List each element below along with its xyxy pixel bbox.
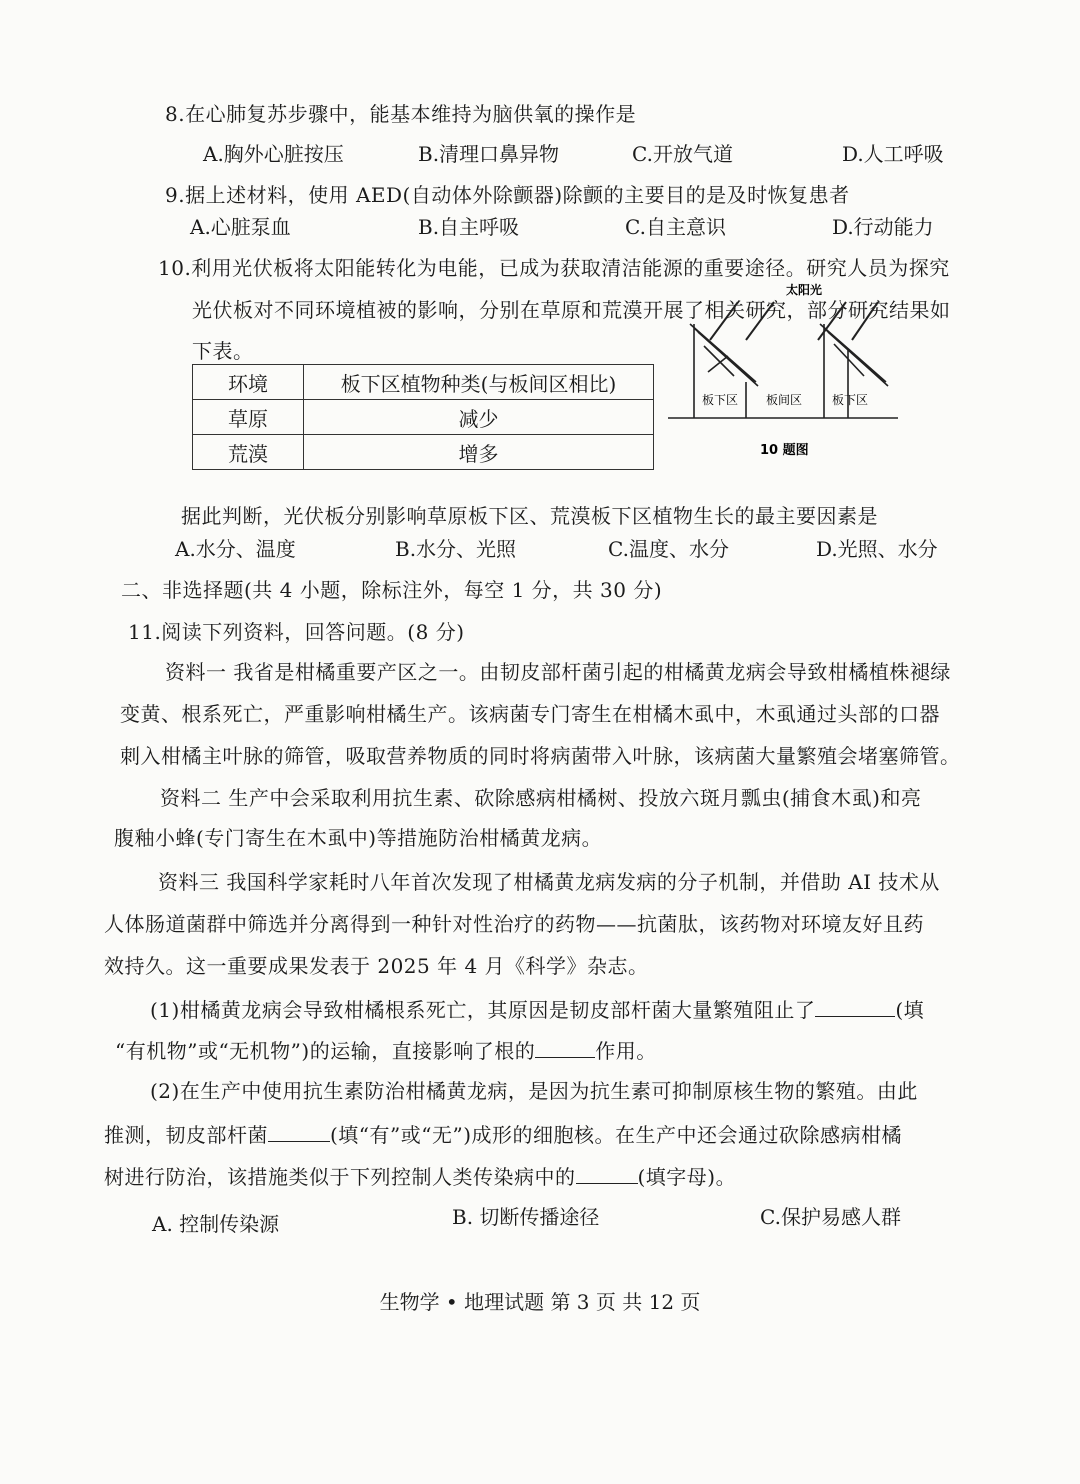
sun-label: 太阳光 (786, 283, 823, 297)
q11-part2-text: (填字母)。 (637, 1165, 737, 1189)
material3-line2: 人体肠道菌群中筛选并分离得到一种针对性治疗的药物——抗菌肽，该药物对环境友好且药 (104, 912, 924, 936)
q9-option-b: B.自主呼吸 (418, 215, 520, 239)
q10-option-d: D.光照、水分 (816, 537, 938, 561)
material1-line1: 资料一 我省是柑橘重要产区之一。由韧皮部杆菌引起的柑橘黄龙病会导致柑橘植株褪绿 (165, 660, 951, 684)
q11-part1-line1 (150, 996, 924, 1022)
q9-option-a: A.心脏泵血 (190, 215, 291, 239)
q9-option-c: C.自主意识 (625, 215, 726, 239)
q10-option-c: C.温度、水分 (608, 537, 729, 561)
q10-question: 据此判断，光伏板分别影响草原板下区、荒漠板下区植物生长的最主要因素是 (181, 504, 878, 528)
q8-option-c: C.开放气道 (632, 142, 733, 166)
table-header-cell: 环境 (193, 365, 304, 400)
table-row (193, 435, 654, 470)
material3-line3: 效持久。这一重要成果发表于 2025 年 4 月《科学》杂志。 (104, 954, 649, 978)
q11-part2-text: (填“有”或“无”)成形的细胞核。在生产中还会通过砍除感病柑橘 (330, 1123, 903, 1147)
q8-option-a: A.胸外心脏按压 (203, 142, 344, 166)
q11-part2-line2 (104, 1121, 902, 1147)
material1-line2: 变黄、根系死亡，严重影响柑橘生产。该病菌专门寄生在柑橘木虱中，木虱通过头部的口器 (120, 702, 940, 726)
q10-option-a: A.水分、温度 (175, 537, 296, 561)
table-cell: 草原 (193, 400, 304, 435)
q11-part2-line1: (2)在生产中使用抗生素防治柑橘黄龙病，是因为抗生素可抑制原核生物的繁殖。由此 (150, 1079, 918, 1103)
page-footer: 生物学 • 地理试题 第 3 页 共 12 页 (379, 1290, 701, 1314)
q11-part1-text: (填 (895, 998, 925, 1022)
q9-option-d: D.行动能力 (832, 215, 934, 239)
table-cell: 增多 (304, 435, 654, 470)
q11-option-b: B. 切断传播途径 (452, 1205, 600, 1229)
q9-stem: 9.据上述材料，使用 AED(自动体外除颤器)除颤的主要目的是及时恢复患者 (165, 183, 850, 207)
material2-line1: 资料二 生产中会采取利用抗生素、砍除感病柑橘树、投放六斑月瓢虫(捕食木虱)和亮 (160, 786, 922, 810)
q11-part2-line3 (104, 1163, 736, 1189)
zone-label-middle: 板间区 (766, 393, 803, 407)
answer-blank[interactable] (576, 1163, 638, 1184)
table-cell: 荒漠 (193, 435, 304, 470)
figure-caption: 10 题图 (760, 443, 809, 458)
q10-table (192, 364, 654, 470)
material1-line3: 刺入柑橘主叶脉的筛管，吸取营养物质的同时将病菌带入叶脉，该病菌大量繁殖会堵塞筛管。 (120, 744, 961, 768)
q11-part1-line2 (115, 1037, 657, 1063)
answer-blank[interactable] (268, 1121, 330, 1142)
q11-part1-text: (1)柑橘黄龙病会导致柑橘根系死亡，其原因是韧皮部杆菌大量繁殖阻止了 (150, 998, 816, 1022)
q8-option-d: D.人工呼吸 (842, 142, 944, 166)
material3-line1: 资料三 我国科学家耗时八年首次发现了柑橘黄龙病发病的分子机制，并借助 AI 技术从 (158, 870, 940, 894)
q11-part2-text: 树进行防治，该措施类似于下列控制人类传染病中的 (104, 1165, 576, 1189)
q10-option-b: B.水分、光照 (395, 537, 517, 561)
table-header-row (193, 365, 654, 400)
q10-stem-line3: 下表。 (192, 339, 254, 363)
q10-stem-line1: 10.利用光伏板将太阳能转化为电能，已成为获取清洁能源的重要途径。研究人员为探究 (158, 256, 950, 280)
sunlight-rays (710, 302, 878, 340)
table-header-cell: 板下区植物种类(与板间区相比) (304, 365, 654, 400)
q11-part2-text: 推测，韧皮部杆菌 (104, 1123, 268, 1147)
material2-line2: 腹釉小蜂(专门寄生在木虱中)等措施防治柑橘黄龙病。 (114, 826, 603, 850)
zone-label-right: 板下区 (832, 393, 869, 407)
table-cell: 减少 (304, 400, 654, 435)
q11-part1-text: “有机物”或“无机物”)的运输，直接影响了根的 (115, 1039, 536, 1063)
section2-heading: 二、非选择题(共 4 小题，除标注外，每空 1 分，共 30 分) (121, 578, 663, 602)
answer-blank[interactable] (535, 1037, 595, 1058)
q11-option-c: C.保护易感人群 (760, 1205, 901, 1229)
table-row (193, 400, 654, 435)
answer-blank[interactable] (815, 996, 895, 1017)
q8-stem: 8.在心肺复苏步骤中，能基本维持为脑供氧的操作是 (165, 102, 637, 126)
q11-option-a: A. 控制传染源 (152, 1212, 280, 1236)
q11-part1-text: 作用。 (595, 1039, 657, 1063)
solar-panel-figure (668, 282, 898, 472)
zone-label-left: 板下区 (702, 393, 739, 407)
q8-option-b: B.清理口鼻异物 (418, 142, 560, 166)
q11-stem: 11.阅读下列资料，回答问题。(8 分) (128, 620, 465, 644)
q10-stem-line2: 光伏板对不同环境植被的影响，分别在草原和荒漠开展了相关研究，部分研究结果如 (192, 298, 951, 322)
